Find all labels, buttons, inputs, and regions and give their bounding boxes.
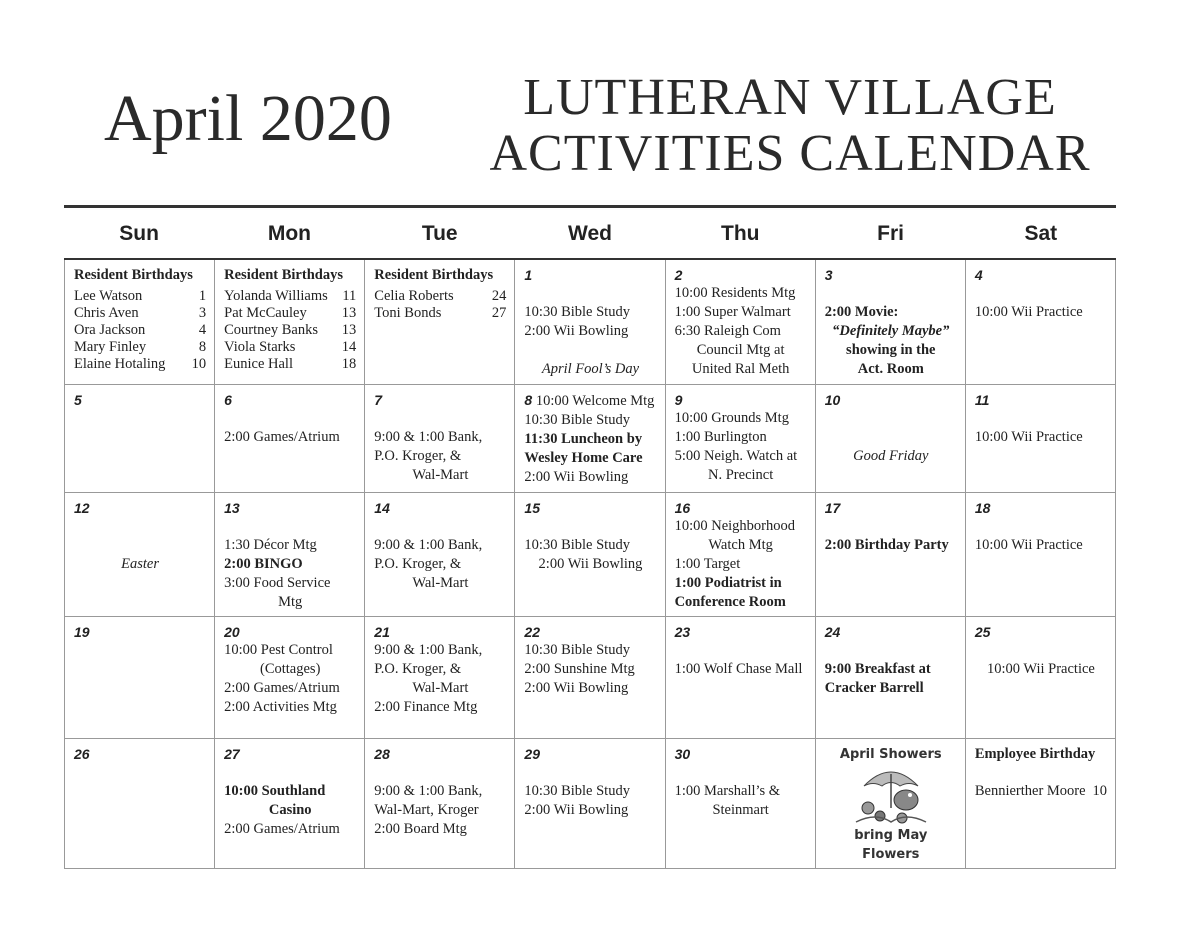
day-number: 5 — [74, 392, 82, 408]
event: Wal-Mart, Kroger — [374, 802, 479, 818]
day-cell-21 — [365, 617, 515, 739]
day-number: 8 — [524, 392, 533, 408]
birthday-entry: Viola Starks 14 — [224, 339, 357, 355]
day-number: 6 — [224, 392, 232, 408]
day-number: 15 — [524, 500, 540, 516]
day-cell-18 — [965, 493, 1115, 617]
event: 2:00 Wii Bowling — [524, 323, 629, 339]
event: 10:00 Pest Control — [224, 642, 333, 658]
day-number: 19 — [74, 624, 90, 640]
day-number: 14 — [374, 500, 390, 516]
day-cell-19 — [65, 617, 215, 739]
event: 1:30 Décor Mtg — [224, 537, 317, 553]
event: 11:30 Luncheon by — [524, 431, 643, 447]
day-number: 11 — [974, 392, 990, 408]
day-number: 26 — [74, 746, 90, 762]
birthdays-label: Resident Birthdays — [74, 267, 193, 283]
day-cell-11 — [965, 385, 1115, 493]
day-number: 18 — [974, 500, 991, 516]
day-cell-17 — [815, 493, 965, 617]
day-number: 30 — [674, 746, 691, 762]
weekday-wed: Wed — [568, 222, 612, 245]
event: Wal-Mart — [412, 467, 469, 483]
event: 1:00 Target — [674, 556, 741, 572]
day-number: 20 — [224, 624, 240, 640]
day-number: 27 — [224, 746, 240, 762]
event: 6:30 Raleigh Com — [674, 323, 781, 339]
event: P.O. Kroger, & — [374, 556, 462, 572]
event: 9:00 & 1:00 Bank, — [374, 537, 483, 553]
event: Steinmart — [712, 802, 769, 818]
day-number: 17 — [824, 500, 841, 516]
event: P.O. Kroger, & — [374, 448, 462, 464]
day-cell-20 — [215, 617, 365, 739]
calendar-title — [470, 70, 1110, 182]
calendar-grid — [64, 258, 1116, 869]
event: 9:00 & 1:00 Bank, — [374, 429, 483, 445]
day-number: 13 — [224, 500, 240, 516]
event: Wesley Home Care — [524, 450, 643, 466]
day-cell-employee-birthday — [965, 739, 1115, 869]
event: 2:00 Finance Mtg — [374, 699, 478, 715]
title-line-1: LUTHERAN VILLAGE — [523, 69, 1057, 126]
event: 2:00 Wii Bowling — [524, 469, 629, 485]
event: 2:00 Movie: — [824, 304, 899, 320]
event: Wal-Mart — [412, 680, 469, 696]
event: 3:00 Food Service — [224, 575, 331, 591]
event: 10:30 Bible Study — [524, 537, 630, 553]
clipart-top-text: April Showers — [839, 747, 942, 762]
event: 2:00 BINGO — [224, 556, 303, 572]
day-cell-22 — [515, 617, 665, 739]
event: 2:00 Games/Atrium — [224, 821, 340, 837]
weekday-fri: Fri — [877, 222, 904, 245]
day-cell-9 — [665, 385, 815, 493]
event: 2:00 Games/Atrium — [224, 680, 340, 696]
event: 1:00 Burlington — [674, 429, 767, 445]
title-line-2: ACTIVITIES CALENDAR — [489, 125, 1091, 182]
day-number: 2 — [674, 267, 683, 283]
day-cell-29 — [515, 739, 665, 869]
event: showing in the — [846, 342, 936, 358]
birthday-entry: Pat McCauley 13 — [224, 305, 357, 321]
event: 2:00 Wii Bowling — [538, 556, 643, 572]
day-cell-27 — [215, 739, 365, 869]
day-cell-8 — [515, 385, 665, 493]
week-row — [65, 259, 1116, 385]
day-number: 24 — [824, 624, 841, 640]
day-cell-26 — [65, 739, 215, 869]
day-cell-birthdays-sun — [65, 259, 215, 385]
weekday-thu: Thu — [721, 222, 760, 245]
event: 10:00 Southland — [224, 783, 326, 799]
day-cell-birthdays-mon — [215, 259, 365, 385]
event: 10:00 Wii Practice — [986, 661, 1095, 677]
event: 2:00 Board Mtg — [374, 821, 467, 837]
day-cell-14 — [365, 493, 515, 617]
april-showers-clipart — [815, 739, 965, 869]
event: 10:30 Bible Study — [524, 412, 630, 428]
event: 2:00 Games/Atrium — [224, 429, 340, 445]
day-number: 25 — [974, 624, 991, 640]
event: 10:00 Wii Practice — [974, 429, 1083, 445]
day-cell-15 — [515, 493, 665, 617]
employee-birthday-label: Employee Birthday — [974, 746, 1096, 762]
event: 10:00 Welcome Mtg — [535, 393, 655, 409]
employee-birthday-entry: Bennierther Moore 10 — [974, 783, 1107, 799]
birthday-entry: Chris Aven 3 — [74, 305, 207, 321]
header-rule — [64, 205, 1116, 208]
day-cell-6 — [215, 385, 365, 493]
day-number: 21 — [374, 624, 390, 640]
day-number: 12 — [74, 500, 90, 516]
day-cell-13 — [215, 493, 365, 617]
day-number: 10 — [824, 392, 841, 408]
day-cell-24 — [815, 617, 965, 739]
event: Mtg — [278, 594, 303, 610]
event: 2:00 Wii Bowling — [524, 680, 629, 696]
weekday-mon: Mon — [267, 222, 311, 245]
birthday-entry: Yolanda Williams 11 — [224, 288, 357, 304]
day-number: 3 — [824, 267, 833, 283]
day-cell-30 — [665, 739, 815, 869]
birthday-entry: Mary Finley 8 — [74, 339, 207, 355]
month-title: April 2020 — [104, 82, 392, 155]
day-number: 29 — [524, 746, 540, 762]
event: 10:00 Neighborhood — [674, 518, 795, 534]
event: P.O. Kroger, & — [374, 661, 462, 677]
day-cell-4 — [965, 259, 1115, 385]
event: United Ral Meth — [691, 361, 790, 377]
day-cell-23 — [665, 617, 815, 739]
weekday-sun: Sun — [119, 222, 159, 245]
day-cell-1 — [515, 259, 665, 385]
day-number: 1 — [524, 267, 533, 283]
birthday-entry: Eunice Hall 18 — [224, 356, 357, 372]
event: 1:00 Super Walmart — [674, 304, 791, 320]
clipart-bottom-text: bring May Flowers — [854, 828, 928, 862]
day-cell-birthdays-tue — [365, 259, 515, 385]
event: 9:00 Breakfast at — [824, 661, 931, 677]
event: 5:00 Neigh. Watch at — [674, 448, 798, 464]
holiday-note: Good Friday — [853, 448, 929, 464]
event: N. Precinct — [708, 467, 774, 483]
event: 1:00 Wolf Chase Mall — [674, 661, 803, 677]
weekday-sat: Sat — [1024, 222, 1058, 245]
event: 10:30 Bible Study — [524, 642, 630, 658]
event: (Cottages) — [260, 661, 321, 677]
event: 10:30 Bible Study — [524, 783, 630, 799]
event: Watch Mtg — [708, 537, 773, 553]
birthday-entry: Ora Jackson 4 — [74, 322, 207, 338]
birthday-entry: Lee Watson 1 — [74, 288, 207, 304]
day-cell-2 — [665, 259, 815, 385]
event: 2:00 Birthday Party — [824, 537, 949, 553]
event: 1:00 Podiatrist in — [674, 575, 782, 591]
day-cell-10 — [815, 385, 965, 493]
umbrella-bird-icon — [846, 764, 936, 826]
day-number: 23 — [674, 624, 691, 640]
day-cell-3 — [815, 259, 965, 385]
event: “Definitely Maybe” — [832, 323, 950, 339]
birthdays-label: Resident Birthdays — [224, 267, 343, 283]
day-cell-5 — [65, 385, 215, 493]
event: 1:00 Marshall’s & — [674, 783, 781, 799]
event: 9:00 & 1:00 Bank, — [374, 783, 483, 799]
day-number: 4 — [974, 267, 983, 283]
week-row — [65, 739, 1116, 869]
day-number: 28 — [374, 746, 390, 762]
holiday-note: Easter — [121, 556, 159, 572]
day-cell-25 — [965, 617, 1115, 739]
event: 10:00 Wii Practice — [974, 537, 1083, 553]
event: Conference Room — [674, 594, 786, 610]
event: Casino — [268, 802, 312, 818]
event: 9:00 & 1:00 Bank, — [374, 642, 483, 658]
event: 2:00 Wii Bowling — [524, 802, 629, 818]
day-cell-7 — [365, 385, 515, 493]
birthday-entry: Toni Bonds 27 — [374, 305, 507, 321]
week-row — [65, 385, 1116, 493]
event: Act. Room — [857, 361, 924, 377]
birthday-entry: Elaine Hotaling 10 — [74, 356, 207, 372]
event: 2:00 Activities Mtg — [224, 699, 337, 715]
week-row — [65, 493, 1116, 617]
day-number: 7 — [374, 392, 383, 408]
event: 2:00 Sunshine Mtg — [524, 661, 635, 677]
day-cell-12 — [65, 493, 215, 617]
event: Wal-Mart — [412, 575, 469, 591]
day-cell-28 — [365, 739, 515, 869]
event: 10:00 Grounds Mtg — [674, 410, 789, 426]
day-number: 22 — [524, 624, 540, 640]
event: 10:00 Residents Mtg — [674, 285, 796, 301]
event: 10:30 Bible Study — [524, 304, 630, 320]
day-number: 9 — [674, 392, 683, 408]
day-number: 16 — [674, 500, 691, 516]
birthdays-label: Resident Birthdays — [374, 267, 494, 283]
week-row — [65, 617, 1116, 739]
holiday-note: April Fool’s Day — [541, 361, 640, 377]
event: Cracker Barrell — [824, 680, 924, 696]
birthday-entry: Celia Roberts 24 — [374, 288, 507, 304]
weekday-header — [64, 214, 1116, 254]
birthday-entry: Courtney Banks 13 — [224, 322, 357, 338]
day-cell-16 — [665, 493, 815, 617]
weekday-tue: Tue — [421, 222, 458, 245]
event: 10:00 Wii Practice — [974, 304, 1083, 320]
event: Council Mtg at — [696, 342, 785, 358]
